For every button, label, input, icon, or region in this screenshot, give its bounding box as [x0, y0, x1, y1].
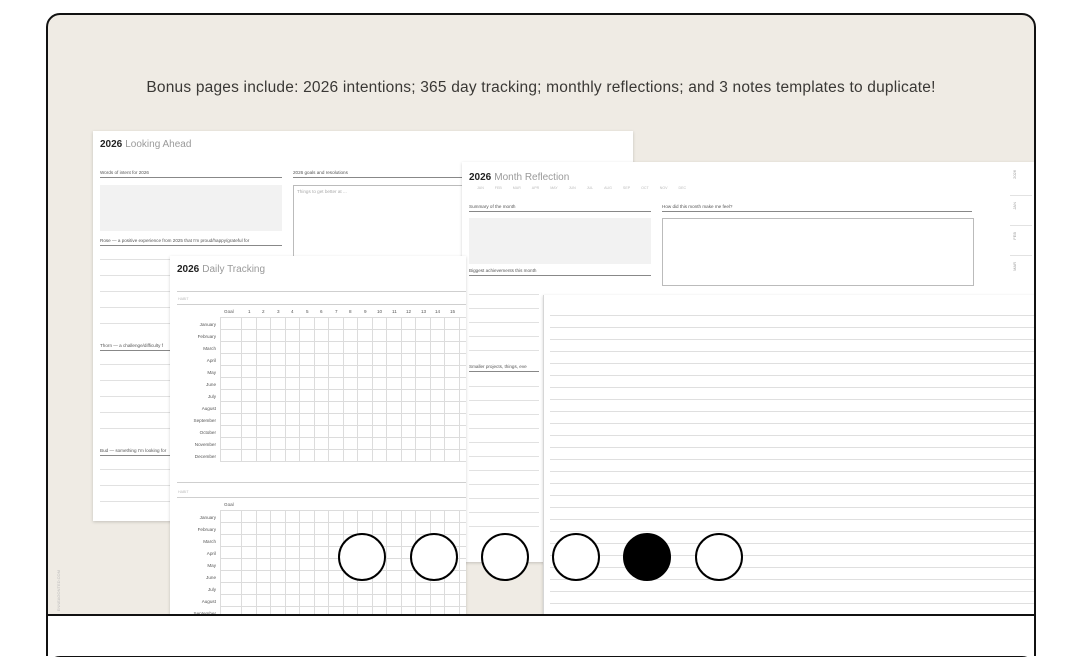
- month-reflection-title: [469, 172, 569, 183]
- day-number: 7: [335, 309, 338, 314]
- looking-ahead-title-text: Looking Ahead: [125, 139, 192, 150]
- habit-label-2: HABIT: [178, 490, 189, 494]
- goal-header: Goal: [224, 309, 234, 314]
- words-of-intent-label: Words of intent for 2026: [100, 170, 149, 175]
- headline: Bonus pages include: 2026 intentions; 365 day tracking; monthly reflections; and 3 notes templates to duplicate!: [146, 79, 936, 96]
- month-abbrev: JUL: [586, 186, 594, 190]
- month-label-2: April: [206, 551, 216, 556]
- month-label-2: March: [203, 539, 216, 544]
- month-label-2: July: [207, 587, 216, 592]
- carousel-dot-5-active[interactable]: [623, 533, 671, 581]
- month-label-2: January: [199, 515, 216, 520]
- day-number: 9: [364, 309, 367, 314]
- month-label: January: [199, 322, 216, 327]
- watermark: ENNEAGONTED.COM: [56, 570, 61, 612]
- reflection-writing-lines: [469, 280, 539, 550]
- month-abbrev: APR: [531, 186, 540, 190]
- carousel-dot-1[interactable]: [338, 533, 386, 581]
- month-label: September: [193, 418, 216, 423]
- carousel-pagination: [338, 533, 746, 581]
- month-abbrev: FEB: [494, 186, 502, 190]
- month-label: December: [194, 454, 216, 459]
- day-number: 13: [421, 309, 427, 314]
- month-label: March: [203, 346, 216, 351]
- achievements-label: Biggest achievements this month: [469, 268, 537, 273]
- month-label: April: [206, 358, 216, 363]
- month-label: August: [201, 406, 216, 411]
- day-number: 15: [450, 309, 456, 314]
- goals-hint: Things to get better at ...: [297, 189, 347, 194]
- tracking-grid: [220, 317, 466, 467]
- month-abbrev: OCT: [641, 186, 649, 190]
- summary-label: Summary of the month: [469, 204, 516, 209]
- day-number: 3: [277, 309, 280, 314]
- side-tab[interactable]: 2026: [1012, 170, 1017, 179]
- month-reflection-title-text: Month Reflection: [494, 172, 570, 183]
- looking-ahead-year: 2026: [100, 139, 123, 150]
- month-abbrev: AUG: [604, 186, 612, 190]
- goal-header-2: Goal: [224, 502, 234, 507]
- day-number: 4: [291, 309, 294, 314]
- day-number: 14: [435, 309, 441, 314]
- goals-box: [293, 185, 465, 267]
- bud-label: Bud — something I'm looking for: [100, 448, 167, 453]
- habit-rule-2: [177, 497, 466, 498]
- summary-box: [469, 218, 651, 264]
- month-label: June: [206, 382, 216, 387]
- rose-label: Rose — a positive experience from 2025 that I'm proud/happy/grateful for: [100, 238, 250, 243]
- smaller-projects-label: Smaller projects, things, eve: [469, 364, 527, 369]
- daily-tracking-title: [177, 264, 265, 275]
- day-number: 11: [392, 309, 397, 314]
- tracker-second-rule: [177, 482, 466, 483]
- month-abbrev: MAY: [550, 186, 558, 190]
- words-rule: [100, 177, 282, 178]
- month-label: May: [207, 370, 216, 375]
- month-label-2: August: [201, 599, 216, 604]
- goals-label: 2026 goals and resolutions: [293, 170, 348, 175]
- goals-rule: [293, 177, 463, 178]
- side-tab[interactable]: JAN: [1012, 202, 1017, 210]
- day-number: 2: [262, 309, 265, 314]
- daily-tracking-title-text: Daily Tracking: [202, 264, 266, 275]
- day-number: 8: [349, 309, 352, 314]
- month-label-2: May: [207, 563, 216, 568]
- carousel-dot-6[interactable]: [695, 533, 743, 581]
- month-label: November: [194, 442, 216, 447]
- feel-rule: [662, 211, 972, 212]
- day-number: 5: [306, 309, 309, 314]
- thorn-label: Thorn — a challenge/difficulty f: [100, 343, 163, 348]
- month-abbrev: MAR: [512, 186, 521, 190]
- month-label: October: [199, 430, 216, 435]
- tab-divider: [1010, 195, 1032, 196]
- month-label-2: June: [206, 575, 216, 580]
- notes-page: [543, 295, 1036, 657]
- day-number: 12: [406, 309, 412, 314]
- daily-tracking-year: 2026: [177, 264, 200, 275]
- rose-rule: [100, 245, 282, 246]
- tab-divider: [1010, 255, 1032, 256]
- month-abbrev: NOV: [659, 186, 668, 190]
- daily-tracking-page: [170, 256, 466, 656]
- month-label: July: [207, 394, 216, 399]
- notes-lines: [550, 295, 1036, 657]
- carousel-dot-2[interactable]: [410, 533, 458, 581]
- day-number: 6: [320, 309, 323, 314]
- bottom-panel: [46, 614, 1036, 656]
- words-box: [100, 185, 282, 231]
- day-number: 1: [248, 309, 251, 314]
- month-abbrev-row: [477, 186, 686, 190]
- habit-label: HABIT: [178, 297, 189, 301]
- side-tab[interactable]: FEB: [1012, 232, 1017, 240]
- carousel-dot-4[interactable]: [552, 533, 600, 581]
- achievements-rule: [469, 275, 651, 276]
- side-tabs: [1008, 162, 1034, 284]
- feel-label: How did this month make me feel?: [662, 204, 733, 209]
- month-abbrev: JUN: [568, 186, 576, 190]
- month-reflection-year: 2026: [469, 172, 492, 183]
- summary-rule: [469, 211, 651, 212]
- day-number: 10: [377, 309, 383, 314]
- month-label: February: [197, 334, 216, 339]
- tab-divider: [1010, 225, 1032, 226]
- side-tab[interactable]: MAR: [1012, 262, 1017, 271]
- looking-ahead-title: [100, 139, 191, 150]
- month-abbrev: SEP: [622, 186, 631, 190]
- habit-rule: [177, 304, 466, 305]
- tracker-top-rule: [177, 291, 466, 292]
- carousel-dot-3[interactable]: [481, 533, 529, 581]
- month-label-2: February: [197, 527, 216, 532]
- feel-box: [662, 218, 974, 286]
- month-abbrev: JAN: [477, 186, 484, 190]
- month-abbrev: DEC: [678, 186, 687, 190]
